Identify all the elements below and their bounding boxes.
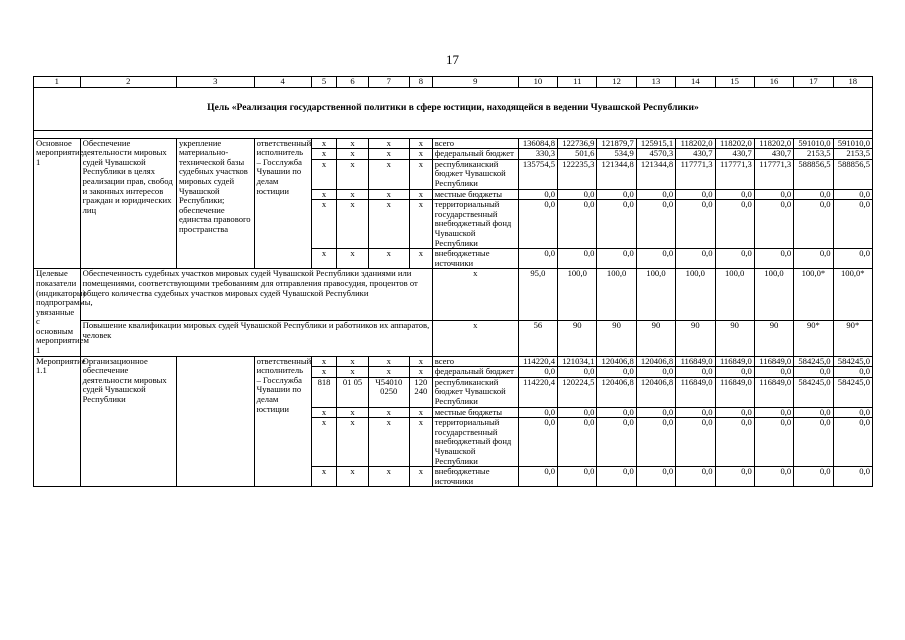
amount-cell: 0,0 (833, 189, 872, 200)
code-vr: x (409, 249, 432, 269)
amount-cell: 0,0 (754, 407, 793, 418)
code-vr: x (409, 159, 432, 189)
indicator-value: 90 (676, 321, 715, 356)
code-csr: Ч54010 0250 (368, 377, 409, 407)
column-number: 2 (80, 77, 176, 88)
amount-cell: 588856,5 (794, 159, 833, 189)
amount-cell: 114220,4 (518, 356, 557, 367)
code-csr: x (368, 418, 409, 467)
amount-cell: 114220,4 (518, 377, 557, 407)
amount-cell: 0,0 (794, 367, 833, 378)
amount-cell: 0,0 (636, 189, 675, 200)
amount-cell: 4570,3 (636, 149, 675, 160)
indicator-value: 56 (518, 321, 557, 356)
column-number: 12 (597, 77, 636, 88)
funding-source: территориальный государственный внебюджетный фонд Чувашской Республики (432, 418, 518, 467)
amount-cell: 0,0 (715, 189, 754, 200)
column-number: 8 (409, 77, 432, 88)
column-number: 11 (558, 77, 597, 88)
code-csr: x (368, 189, 409, 200)
indicator-value: 90* (794, 321, 833, 356)
code-rz-pr: x (337, 367, 368, 378)
funding-source: республиканский бюджет Чувашской Республики (432, 377, 518, 407)
amount-cell: 0,0 (558, 189, 597, 200)
amount-cell: 118202,0 (676, 138, 715, 149)
amount-cell: 591010,0 (794, 138, 833, 149)
amount-cell: 0,0 (794, 407, 833, 418)
funding-source: республиканский бюджет Чувашской Республики (432, 159, 518, 189)
amount-cell: 116849,0 (715, 356, 754, 367)
amount-cell: 121034,1 (558, 356, 597, 367)
amount-cell: 116849,0 (676, 356, 715, 367)
column-number: 1 (34, 77, 81, 88)
funding-source: территориальный государственный внебюджетный фонд Чувашской Республики (432, 200, 518, 249)
amount-cell: 330,3 (518, 149, 557, 160)
indicator-value: 100,0 (558, 269, 597, 321)
amount-cell: 0,0 (754, 200, 793, 249)
amount-cell: 120406,8 (597, 377, 636, 407)
indicator-value: 90* (833, 321, 872, 356)
code-vr: x (409, 138, 432, 149)
amount-cell: 584245,0 (833, 356, 872, 367)
amount-cell: 0,0 (597, 200, 636, 249)
code-csr: x (368, 138, 409, 149)
indicator-value: 95,0 (518, 269, 557, 321)
amount-cell: 0,0 (754, 467, 793, 487)
amount-cell: 0,0 (636, 367, 675, 378)
table-row (34, 138, 873, 149)
code-csr: x (368, 367, 409, 378)
code-vr: x (409, 367, 432, 378)
code-grbs: 818 (311, 377, 337, 407)
code-grbs: x (311, 149, 337, 160)
code-rz-pr: x (337, 467, 368, 487)
code-rz-pr: x (337, 189, 368, 200)
amount-cell: 0,0 (754, 249, 793, 269)
amount-cell: 117771,3 (676, 159, 715, 189)
amount-cell: 501,6 (558, 149, 597, 160)
amount-cell: 0,0 (754, 189, 793, 200)
code-rz-pr: x (337, 418, 368, 467)
amount-cell: 584245,0 (794, 356, 833, 367)
code-rz-pr: 01 05 (337, 377, 368, 407)
amount-cell: 0,0 (558, 418, 597, 467)
code-csr: x (368, 356, 409, 367)
amount-cell: 125915,1 (636, 138, 675, 149)
code-csr: x (368, 200, 409, 249)
page-number: 17 (446, 52, 459, 67)
measure-task (176, 356, 254, 487)
column-number: 18 (833, 77, 872, 88)
amount-cell: 120406,8 (636, 377, 675, 407)
amount-cell: 0,0 (833, 367, 872, 378)
amount-cell: 0,0 (676, 249, 715, 269)
amount-cell: 0,0 (597, 418, 636, 467)
amount-cell: 0,0 (518, 249, 557, 269)
amount-cell: 2153,5 (794, 149, 833, 160)
amount-cell: 0,0 (518, 407, 557, 418)
amount-cell: 0,0 (833, 467, 872, 487)
amount-cell: 584245,0 (794, 377, 833, 407)
code-grbs: x (311, 407, 337, 418)
responsible-executor: ответственный исполнитель – Госслужба Чувашии по делам юстиции (254, 356, 311, 487)
amount-cell: 534,9 (597, 149, 636, 160)
amount-cell: 0,0 (676, 467, 715, 487)
indicator-value: 90 (636, 321, 675, 356)
amount-cell: 0,0 (676, 407, 715, 418)
column-number: 16 (754, 77, 793, 88)
amount-cell: 135754,5 (518, 159, 557, 189)
amount-cell: 0,0 (676, 189, 715, 200)
indicator-text: Обеспеченность судебных участков мировых судей Чувашской Республики зданиями или помещениями, соответствующими требованиям для отправления правосудия, процентов от общего количества судебных участков мировых судей Чувашской Республики (80, 269, 432, 321)
code-rz-pr: x (337, 356, 368, 367)
amount-cell: 0,0 (518, 418, 557, 467)
amount-cell: 0,0 (597, 189, 636, 200)
amount-cell: 430,7 (754, 149, 793, 160)
amount-cell: 430,7 (676, 149, 715, 160)
amount-cell: 430,7 (715, 149, 754, 160)
code-grbs: x (311, 138, 337, 149)
code-rz-pr: x (337, 200, 368, 249)
code-vr: 120 240 (409, 377, 432, 407)
amount-cell: 0,0 (715, 200, 754, 249)
amount-cell: 0,0 (558, 200, 597, 249)
column-number: 6 (337, 77, 368, 88)
indicator-value: 100,0 (597, 269, 636, 321)
column-number-row (34, 77, 873, 88)
column-number: 4 (254, 77, 311, 88)
funding-source: всего (432, 138, 518, 149)
indicator-value: 90 (715, 321, 754, 356)
amount-cell: 0,0 (715, 418, 754, 467)
funding-source: местные бюджеты (432, 407, 518, 418)
table-row (34, 356, 873, 367)
amount-cell: 116849,0 (754, 377, 793, 407)
responsible-executor: ответственный исполнитель – Госслужба Чувашии по делам юстиции (254, 138, 311, 269)
measure-description: Организационное обеспечение деятельности мировых судей Чувашской Республики (80, 356, 176, 487)
code-rz-pr: x (337, 149, 368, 160)
amount-cell: 0,0 (715, 407, 754, 418)
funding-source: внебюджетные источники (432, 249, 518, 269)
indicator-value: 100,0 (754, 269, 793, 321)
measure-task: укрепление материально-технической базы судебных участков мировых судей Чувашской Республики; обеспечение единства правового пространства (176, 138, 254, 269)
indicator-value: 100,0 (715, 269, 754, 321)
indicator-value: 90 (754, 321, 793, 356)
code-grbs: x (311, 189, 337, 200)
amount-cell: 0,0 (597, 407, 636, 418)
code-vr: x (409, 356, 432, 367)
spacer-row (34, 130, 873, 138)
indicator-source: x (432, 321, 518, 356)
goal-heading: Цель «Реализация государственной политики в сфере юстиции, находящейся в ведении Чувашской Республики» (34, 88, 873, 131)
code-vr: x (409, 149, 432, 160)
amount-cell: 0,0 (794, 249, 833, 269)
indicator-value: 100,0* (833, 269, 872, 321)
measure-name: Мероприятие 1.1 (34, 356, 81, 487)
amount-cell: 0,0 (794, 200, 833, 249)
amount-cell: 118202,0 (715, 138, 754, 149)
code-rz-pr: x (337, 138, 368, 149)
amount-cell: 117771,3 (715, 159, 754, 189)
amount-cell: 0,0 (676, 367, 715, 378)
amount-cell: 0,0 (636, 467, 675, 487)
amount-cell: 0,0 (636, 249, 675, 269)
code-grbs: x (311, 159, 337, 189)
code-csr: x (368, 149, 409, 160)
code-vr: x (409, 189, 432, 200)
amount-cell: 121344,8 (597, 159, 636, 189)
amount-cell: 0,0 (676, 418, 715, 467)
amount-cell: 116849,0 (676, 377, 715, 407)
code-rz-pr: x (337, 407, 368, 418)
amount-cell: 136084,8 (518, 138, 557, 149)
amount-cell: 0,0 (636, 407, 675, 418)
code-vr: x (409, 407, 432, 418)
indicator-value: 100,0 (676, 269, 715, 321)
code-csr: x (368, 249, 409, 269)
amount-cell: 0,0 (676, 200, 715, 249)
column-number: 14 (676, 77, 715, 88)
amount-cell: 0,0 (518, 467, 557, 487)
indicators-label: Целевые показатели (индикаторы) подпрограммы, увязанные с основным мероприятием 1 (34, 269, 81, 356)
amount-cell: 120224,5 (558, 377, 597, 407)
amount-cell: 116849,0 (754, 356, 793, 367)
goal-row (34, 88, 873, 131)
column-number: 3 (176, 77, 254, 88)
column-number: 9 (432, 77, 518, 88)
column-number: 7 (368, 77, 409, 88)
code-grbs: x (311, 356, 337, 367)
column-number: 15 (715, 77, 754, 88)
amount-cell: 0,0 (636, 418, 675, 467)
amount-cell: 0,0 (754, 418, 793, 467)
code-grbs: x (311, 200, 337, 249)
indicator-source: x (432, 269, 518, 321)
indicator-value: 100,0* (794, 269, 833, 321)
code-grbs: x (311, 367, 337, 378)
amount-cell: 121879,7 (597, 138, 636, 149)
amount-cell: 0,0 (558, 367, 597, 378)
amount-cell: 0,0 (794, 418, 833, 467)
indicator-value: 90 (597, 321, 636, 356)
code-rz-pr: x (337, 159, 368, 189)
amount-cell: 117771,3 (754, 159, 793, 189)
code-csr: x (368, 407, 409, 418)
column-number: 13 (636, 77, 675, 88)
funding-source: внебюджетные источники (432, 467, 518, 487)
indicator-row (34, 269, 873, 321)
amount-cell: 2153,5 (833, 149, 872, 160)
amount-cell: 588856,5 (833, 159, 872, 189)
funding-source: местные бюджеты (432, 189, 518, 200)
code-vr: x (409, 200, 432, 249)
program-table (33, 76, 873, 487)
amount-cell: 120406,8 (597, 356, 636, 367)
column-number: 10 (518, 77, 557, 88)
code-vr: x (409, 418, 432, 467)
amount-cell: 0,0 (518, 200, 557, 249)
indicator-text: Повышение квалификации мировых судей Чувашской Республики и работников их аппаратов, человек (80, 321, 432, 356)
amount-cell: 0,0 (597, 467, 636, 487)
amount-cell: 122736,9 (558, 138, 597, 149)
code-grbs: x (311, 418, 337, 467)
amount-cell: 0,0 (715, 367, 754, 378)
amount-cell: 0,0 (518, 367, 557, 378)
amount-cell: 584245,0 (833, 377, 872, 407)
amount-cell: 0,0 (794, 189, 833, 200)
code-grbs: x (311, 249, 337, 269)
amount-cell: 591010,0 (833, 138, 872, 149)
amount-cell: 0,0 (833, 249, 872, 269)
amount-cell: 0,0 (715, 467, 754, 487)
amount-cell: 0,0 (558, 249, 597, 269)
code-grbs: x (311, 467, 337, 487)
amount-cell: 116849,0 (715, 377, 754, 407)
amount-cell: 0,0 (597, 367, 636, 378)
amount-cell: 0,0 (833, 418, 872, 467)
amount-cell: 0,0 (597, 249, 636, 269)
code-rz-pr: x (337, 249, 368, 269)
code-csr: x (368, 159, 409, 189)
amount-cell: 0,0 (558, 467, 597, 487)
column-number: 17 (794, 77, 833, 88)
amount-cell: 122235,3 (558, 159, 597, 189)
amount-cell: 0,0 (754, 367, 793, 378)
column-number: 5 (311, 77, 337, 88)
amount-cell: 0,0 (518, 189, 557, 200)
amount-cell: 0,0 (794, 467, 833, 487)
amount-cell: 0,0 (636, 200, 675, 249)
spacer-cell (34, 130, 873, 138)
amount-cell: 120406,8 (636, 356, 675, 367)
amount-cell: 0,0 (558, 407, 597, 418)
funding-source: всего (432, 356, 518, 367)
amount-cell: 118202,0 (754, 138, 793, 149)
indicator-value: 100,0 (636, 269, 675, 321)
funding-source: федеральный бюджет (432, 367, 518, 378)
amount-cell: 0,0 (715, 249, 754, 269)
indicator-row (34, 321, 873, 356)
amount-cell: 121344,8 (636, 159, 675, 189)
code-vr: x (409, 467, 432, 487)
code-csr: x (368, 467, 409, 487)
measure-description: Обеспечение деятельности мировых судей Чувашской Республики в целях реализации прав, свобод и законных интересов граждан и юридических лиц (80, 138, 176, 269)
indicator-value: 90 (558, 321, 597, 356)
measure-name: Основное мероприятие 1 (34, 138, 81, 269)
funding-source: федеральный бюджет (432, 149, 518, 160)
amount-cell: 0,0 (833, 407, 872, 418)
amount-cell: 0,0 (833, 200, 872, 249)
